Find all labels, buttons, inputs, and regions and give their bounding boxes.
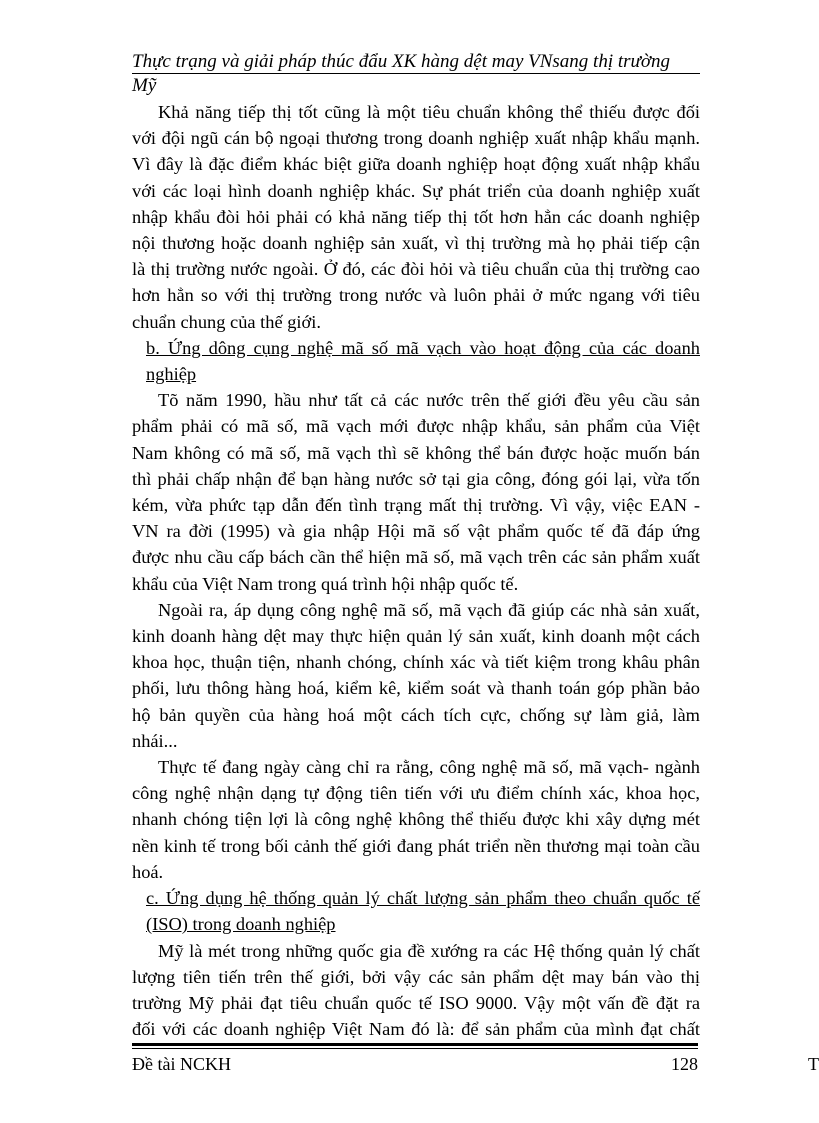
header-rule [132, 73, 700, 74]
section-heading-c [132, 885, 700, 937]
paragraph-iso-standards [132, 938, 700, 1043]
footer-rule-thin [132, 1048, 698, 1049]
running-header [132, 50, 700, 98]
header-title-line2: Mỹ [132, 75, 157, 96]
header-title-line1: Thực trạng và giải pháp thúc đẩu XK hàng dệt may VNsang thị trường [132, 51, 671, 72]
text-line: nhái... [132, 730, 178, 751]
footer-rule-thick [132, 1043, 698, 1046]
text-line: khẩu của Việt Nam trong quá trình hội nhập quốc tế. [132, 573, 519, 594]
text-line: Mỹ là mét trong những quốc gia đề xướng ra các Hệ thống quản lý chất [158, 940, 700, 961]
text-line: khoa học, thuận tiện, nhanh chóng, chính xác và tiết kiệm trong khâu phân [132, 652, 700, 673]
text-line: Vì đây là đặc điểm khác biệt giữa doanh nghiệp hoạt động xuất nhập khẩu [132, 154, 700, 175]
footer-title: Đề tài NCKH [132, 1054, 231, 1074]
heading-line: c. Ứng dụng hệ thống quản lý chất lượng sản phẩm theo chuẩn quốc tế [146, 888, 700, 909]
text-line: với đội ngũ cán bộ ngoại thương trong doanh nghiệp xuất nhập khẩu mạnh. [132, 128, 700, 149]
text-line: trường Mỹ phải đạt tiêu chuẩn quốc tế ISO 9000. Vậy một vấn đề đặt ra [132, 992, 700, 1013]
text-line: Nam không có mã số, mã vạch thì sẽ không thể bán được hoặc muốn bán [132, 442, 700, 463]
text-line: thì phải chấp nhận để bạn hàng nước sở tại gia công, đóng gói lại, vừa tốn [132, 468, 700, 489]
text-line: phẩm phải có mã số, mã vạch mới được nhập khẩu, sản phẩm của Việt [132, 416, 700, 437]
text-line: công nghệ nhận dạng tự động tiên tiến với ưu điểm chính xác, khoa học, [132, 783, 700, 804]
text-line: kinh doanh hàng dệt may thực hiện quản lý sản xuất, kinh doanh một cách [132, 626, 700, 647]
text-line: hoá. [132, 861, 164, 882]
heading-line: nghiệp [146, 364, 197, 385]
edge-character: T [808, 1054, 819, 1074]
paragraph-barcode-technology [132, 754, 700, 885]
text-line: Ngoài ra, áp dụng công nghệ mã số, mã vạch đã giúp các nhà sản xuất, [158, 599, 700, 620]
text-line: hộ bản quyền của hàng hoá một cách tích cực, chống sự làm giả, làm [132, 704, 700, 725]
text-line: Khả năng tiếp thị tốt cũng là một tiêu chuẩn không thể thiếu được đối [158, 102, 700, 122]
page-number: 128 [671, 1054, 698, 1074]
text-line: VN ra đời (1995) và gia nhập Hội mã số vật phẩm quốc tế đã đáp ứng [132, 521, 700, 542]
paragraph-marketing [132, 99, 700, 335]
text-line: nội thương hoặc doanh nghiệp sản xuất, vì thị trường mà họ phải tiếp cận [132, 233, 700, 254]
text-line: phối, lưu thông hàng hoá, kiểm kê, kiểm soát và thanh toán góp phần bảo [132, 678, 700, 699]
text-line: nhập khẩu đòi hỏi phải có khả năng tiếp thị tốt hơn hẳn các doanh nghiệp [132, 206, 700, 227]
text-line: Thực tế đang ngày càng chỉ ra rằng, công nghệ mã số, mã vạch- ngành [158, 757, 700, 778]
paragraph-barcode-benefits [132, 597, 700, 754]
heading-line: (ISO) trong doanh nghiệp [146, 914, 336, 935]
text-line: Tõ năm 1990, hầu như tất cả các nước trên thế giới đều yêu cầu sản [158, 390, 700, 411]
paragraph-barcode-history [132, 387, 700, 597]
section-heading-b [132, 335, 700, 387]
text-line: là thị trường nước ngoài. Ở đó, các đòi hỏi và tiêu chuẩn của thị trường cao [132, 259, 700, 280]
page-body [132, 99, 700, 1042]
text-line: được nhu cầu cấp bách cần thể hiện mã số, mã vạch trên các sản phẩm xuất [132, 547, 700, 568]
text-line: lượng tiên tiến trên thế giới, bởi vậy các sản phẩm dệt may bán vào thị [132, 966, 700, 987]
text-line: kém, vừa phức tạp dẫn đến tình trạng mất thị trường. Vì vậy, việc EAN - [132, 495, 700, 516]
text-line: chuẩn chung của thế giới. [132, 311, 321, 332]
text-line: hơn hẳn so với thị trường trong nước và luôn phải ở mức ngang với tiêu [132, 285, 700, 306]
text-line: với các loại hình doanh nghiệp khác. Sự phát triển của doanh nghiệp xuất [132, 180, 700, 201]
text-line: đối với các doanh nghiệp Việt Nam đó là: để sản phẩm của mình đạt chất [132, 1019, 700, 1040]
text-line: nhanh chóng tiện lợi là công nghệ không thể thiếu được khi xây dựng mét [132, 809, 700, 830]
text-line: nền kinh tế trong bối cảnh thế giới đang phát triển nền thương mại toàn cầu [132, 835, 700, 856]
heading-line: b. Ứng dông cụng nghệ mã số mã vạch vào hoạt động của các doanh [146, 337, 700, 358]
